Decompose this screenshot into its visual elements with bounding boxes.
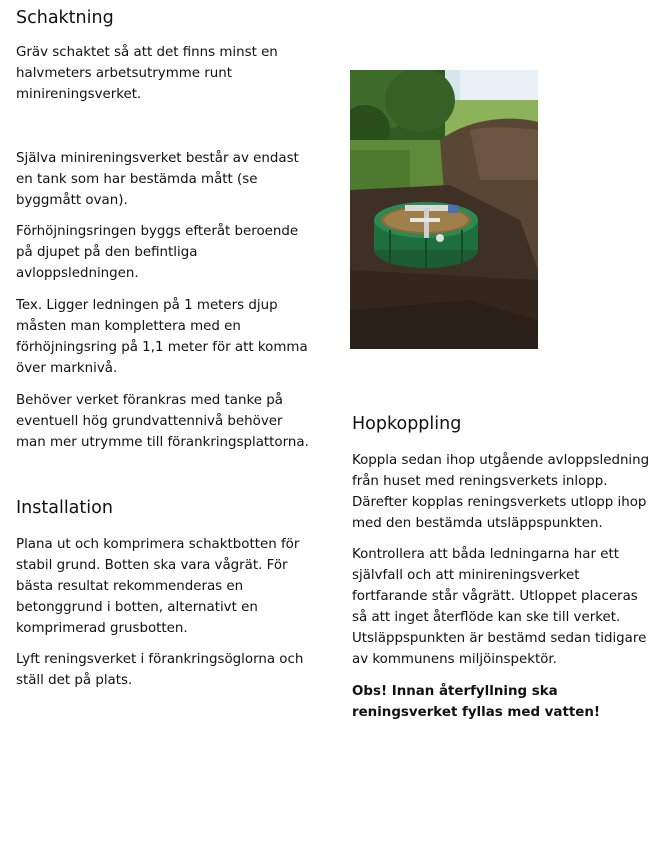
paragraph-schaktning-2: Själva minireningsverket består av endast en tank som har bestämda mått (se byggmått ovan). bbox=[16, 151, 299, 208]
paragraph-schaktning-3: Förhöjningsringen byggs efteråt beroende på djupet på den befintliga avloppsledningen. bbox=[16, 224, 299, 281]
section-title-installation: Installation bbox=[16, 498, 113, 518]
section-title-schaktning: Schaktning bbox=[16, 8, 114, 28]
paragraph-installation-2: Lyft reningsverket i förankringsöglorna och ställ det på plats. bbox=[16, 652, 304, 688]
paragraph-hopkoppling-note: Obs! Innan återfyllning ska reningsverket fyllas med vatten! bbox=[352, 684, 600, 720]
paragraph-schaktning-4: Tex. Ligger ledningen på 1 meters djup måsten man komplettera med en förhöjningsring på 1,1 meter för att komma över marknivå. bbox=[16, 298, 308, 376]
paragraph-installation-1: Plana ut och komprimera schaktbotten för stabil grund. Botten ska vara vågrät. För bästa resultat rekommenderas en betonggrund i botten, alternativt en komprimerad grusbotten. bbox=[16, 537, 300, 636]
paragraph-hopkoppling-1: Koppla sedan ihop utgående avloppsledning från huset med reningsverkets inlopp. Därefter kopplas reningsverkets utlopp ihop med den bestämda utsläppspunkten. bbox=[352, 453, 650, 531]
paragraph-hopkoppling-2: Kontrollera att båda ledningarna har ett självfall och att minireningsverket fortfarande står vågrätt. Utloppet placeras så att inget återflöde kan ske till verket. Utsläppspunkten är bestämd sedan tidigare av kommunens miljöinspektör. bbox=[352, 547, 647, 667]
section-title-hopkoppling: Hopkoppling bbox=[352, 414, 462, 434]
excavation-photo bbox=[350, 70, 538, 349]
paragraph-schaktning-5: Behöver verket förankras med tanke på eventuell hög grundvattennivå behöver man mer utrymme till förankringsplattorna. bbox=[16, 393, 309, 450]
paragraph-schaktning-1: Gräv schaktet så att det finns minst en halvmeters arbetsutrymme runt minireningsverket. bbox=[16, 45, 278, 102]
